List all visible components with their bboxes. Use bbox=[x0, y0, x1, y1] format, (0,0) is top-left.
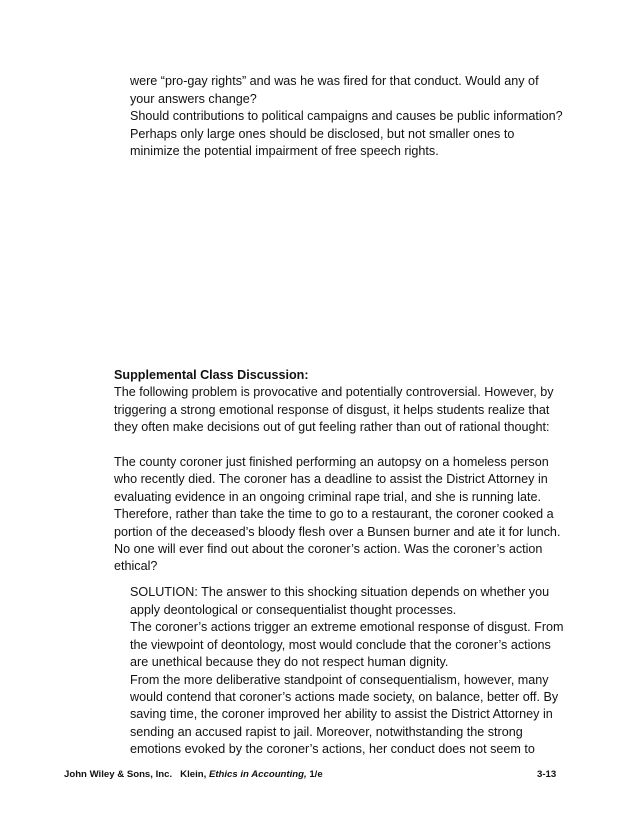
text-line: triggering a strong emotional response of disgust, it helps students realize that bbox=[114, 403, 550, 417]
text-line: sending an accused rapist to jail. Moreover, notwithstanding the strong bbox=[130, 725, 523, 739]
text-line: your answers change? bbox=[130, 92, 257, 106]
text-line: were “pro-gay rights” and was he was fired for that conduct. Would any of bbox=[130, 74, 539, 88]
page-number: 3-13 bbox=[537, 769, 557, 780]
text-line: Should contributions to political campaigns and causes be public information? bbox=[130, 109, 563, 123]
footer-author: Klein, bbox=[180, 769, 207, 780]
text-line: who recently died. The coroner has a deadline to assist the District Attorney in bbox=[114, 472, 548, 486]
footer-edition: 1/e bbox=[309, 769, 323, 780]
footer-publisher: John Wiley & Sons, Inc. bbox=[64, 769, 173, 780]
text-line: From the more deliberative standpoint of consequentialism, however, many bbox=[130, 673, 549, 687]
text-line: The coroner’s actions trigger an extreme emotional response of disgust. From bbox=[130, 620, 564, 634]
text-line: ethical? bbox=[114, 559, 158, 573]
text-line: SOLUTION: The answer to this shocking situation depends on whether you bbox=[130, 585, 550, 599]
text-line: saving time, the coroner improved her ability to assist the District Attorney in bbox=[130, 707, 553, 721]
page-footer bbox=[64, 769, 323, 781]
section-heading: Supplemental Class Discussion: bbox=[114, 368, 309, 382]
text-line: The following problem is provocative and potentially controversial. However, by bbox=[114, 385, 554, 399]
text-line: minimize the potential impairment of free speech rights. bbox=[130, 144, 439, 158]
text-line: Therefore, rather than take the time to go to a restaurant, the coroner cooked a bbox=[114, 507, 554, 521]
text-line: are unethical because they do not respect human dignity. bbox=[130, 655, 449, 669]
text-line: would contend that coroner’s actions made society, on balance, better off. By bbox=[130, 690, 559, 704]
text-line: portion of the deceased’s bloody flesh over a Bunsen burner and ate it for lunch. bbox=[114, 525, 561, 539]
footer-book-title: Ethics in Accounting, bbox=[208, 769, 307, 780]
text-line: they often make decisions out of gut feeling rather than out of rational thought: bbox=[114, 420, 550, 434]
text-line: evaluating evidence in an ongoing criminal rape trial, and she is running late. bbox=[114, 490, 542, 504]
text-line: Perhaps only large ones should be disclosed, but not smaller ones to bbox=[130, 127, 515, 141]
text-line: The county coroner just finished performing an autopsy on a homeless person bbox=[114, 455, 549, 469]
text-line: emotions evoked by the coroner’s actions, her conduct does not seem to bbox=[130, 742, 535, 756]
text-line: No one will ever find out about the coroner’s action. Was the coroner’s action bbox=[114, 542, 543, 556]
text-line: apply deontological or consequentialist thought processes. bbox=[130, 603, 457, 617]
text-line: the viewpoint of deontology, most would conclude that the coroner’s actions bbox=[130, 638, 551, 652]
